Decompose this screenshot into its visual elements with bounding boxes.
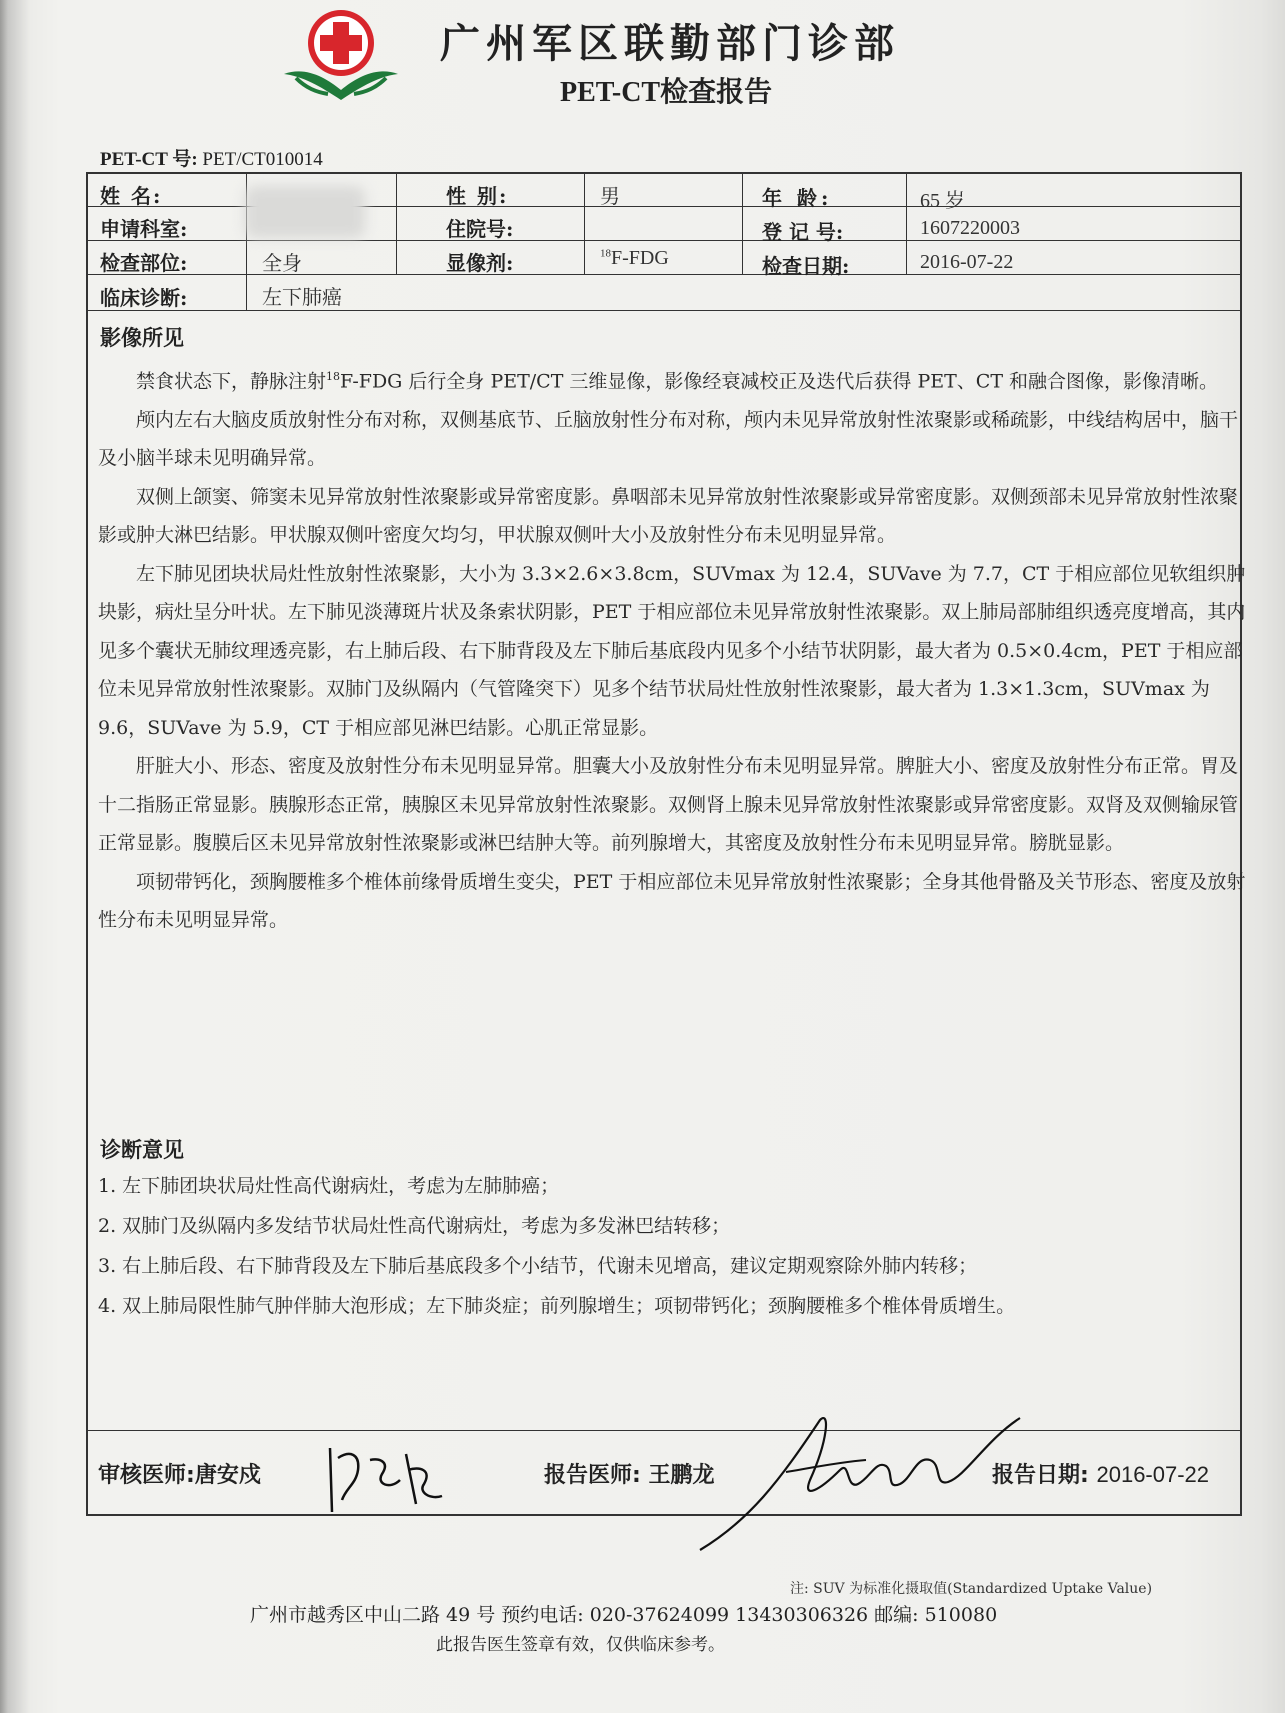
dept-label: 申请科室: <box>100 217 188 241</box>
suv-note: 注: SUV 为标准化摄取值(Standardized Uptake Value) <box>790 1581 1153 1597</box>
report-date-block <box>992 1458 1209 1489</box>
site-value: 全身 <box>262 253 302 275</box>
table-rule <box>584 172 585 274</box>
table-rule <box>396 172 397 274</box>
age-label: 年 龄: <box>762 186 833 210</box>
diagnosis-item: 2. 双肺门及纵隔内多发结节状局灶性高代谢病灶，考虑为多发淋巴结转移； <box>98 1215 731 1237</box>
clinical-label: 临床诊断: <box>100 286 188 310</box>
findings-text: F-FDG 后行全身 PET/CT 三维显像，影像经衰减校正及迭代后获得 PET、CT 和融合图像，影像清晰。 <box>340 370 1219 393</box>
report-date-value: 2016-07-22 <box>1096 1462 1210 1487</box>
report-date-label: 报告日期: <box>992 1463 1089 1488</box>
name-label: 姓 名: <box>100 184 163 208</box>
agent-value <box>600 247 669 270</box>
table-rule <box>86 240 1240 241</box>
diagnosis-list <box>98 1166 1248 1326</box>
sex-label: 性 别: <box>446 184 509 208</box>
reviewer-signature-icon <box>320 1440 450 1520</box>
table-rule <box>86 310 1240 311</box>
findings-paragraph: 双侧上颌窦、筛窦未见异常放射性浓聚影或异常密度影。鼻咽部未见异常放射性浓聚影或异常密度影。双侧颈部未见异常放射性浓聚影或肿大淋巴结影。甲状腺双侧叶密度欠均匀，甲状腺双侧叶大小及放射性分布未见明显异常。 <box>98 485 1239 547</box>
agent-isotope: 18 <box>600 247 611 260</box>
reporter-name: 王鹏龙 <box>648 1463 715 1488</box>
report-title: PET-CT检查报告 <box>560 77 773 108</box>
red-cross-logo-icon <box>276 8 406 108</box>
date-value: 2016-07-22 <box>920 251 1014 273</box>
reg-value: 1607220003 <box>920 217 1020 239</box>
reporter-label: 报告医师: <box>544 1463 641 1488</box>
table-rule <box>742 172 743 274</box>
table-rule <box>906 172 907 274</box>
findings-paragraph: 项韧带钙化，颈胸腰椎多个椎体前缘骨质增生变尖，PET 于相应部位未见异常放射性浓聚影；全身其他骨骼及关节形态、密度及放射性分布未见明显异常。 <box>98 870 1246 932</box>
agent-label: 显像剂: <box>446 251 514 275</box>
reporter-block <box>544 1458 715 1489</box>
findings-paragraph: 左下肺见团块状局灶性放射性浓聚影，大小为 3.3×2.6×3.8cm，SUVmax 为 12.4，SUVave 为 7.7，CT 于相应部位见软组织肿块影，病灶呈分叶状。左下肺见淡薄斑片状及条索状阴影，PET 于相应部位未见异常放射性浓聚影。双上肺局部肺组织透亮度增高，其内见多个囊状无肺纹理透亮影，右上肺后段、右下肺背段及左下肺后基底段内见多个小结节状阴影，最大者为 0.5×0.4cm，PET 于相应部位未见异常放射性浓聚影。双肺门及纵隔内（气管隆突下）见多个结节状局灶性放射性浓聚影，最大者为 1.3×1.3cm，SUVmax 为 9.6，SUVave 为 5.9，CT 于相应部见淋巴结影。心肌正常显影。 <box>98 562 1246 739</box>
redacted-name <box>245 186 365 238</box>
petct-label: PET-CT 号: <box>100 149 198 170</box>
ward-label: 住院号: <box>446 217 514 241</box>
reviewer-label: 审核医师: <box>98 1463 195 1488</box>
footer-validity: 此报告医生签章有效，仅供临床参考。 <box>436 1635 725 1655</box>
findings-heading: 影像所见 <box>100 326 184 350</box>
diagnosis-item: 1. 左下肺团块状局灶性高代谢病灶，考虑为左肺肺癌； <box>98 1175 560 1197</box>
table-rule <box>86 274 1240 275</box>
diagnosis-item: 3. 右上肺后段、右下肺背段及左下肺后基底段多个小结节，代谢未见增高，建议定期观察除外肺内转移； <box>98 1255 978 1277</box>
findings-paragraph: 肝脏大小、形态、密度及放射性分布未见明显异常。胆囊大小及放射性分布未见明显异常。脾脏大小、密度及放射性分布正常。胃及十二指肠正常显影。胰腺形态正常，胰腺区未见异常放射性浓聚影。双侧肾上腺未见异常放射性浓聚影或异常密度影。双肾及双侧输尿管正常显影。腹膜后区未见异常放射性浓聚影或淋巴结肿大等。前列腺增大，其密度及放射性分布未见明显异常。膀胱显影。 <box>98 755 1239 855</box>
hospital-title: 广州军区联勤部门诊部 <box>440 20 900 67</box>
clinical-value: 左下肺癌 <box>262 287 342 309</box>
isotope-superscript: 18 <box>326 370 341 383</box>
age-value: 65 岁 <box>920 190 965 212</box>
reviewer-name: 唐安戍 <box>194 1463 261 1488</box>
agent-name: F-FDG <box>611 247 669 269</box>
diagnosis-item: 4. 双上肺局限性肺气肿伴肺大泡形成；左下肺炎症；前列腺增生；项韧带钙化；颈胸腰椎多个椎体骨质增生。 <box>98 1295 1016 1317</box>
signature-rule <box>86 1430 1240 1431</box>
reviewer-block <box>98 1458 261 1489</box>
sex-value: 男 <box>600 186 620 208</box>
petct-number <box>100 144 323 171</box>
findings-body <box>98 358 1248 940</box>
reg-label: 登 记 号: <box>762 220 844 244</box>
reporter-signature-icon <box>690 1410 1030 1560</box>
diagnosis-heading: 诊断意见 <box>100 1138 184 1162</box>
date-label: 检查日期: <box>762 254 850 278</box>
findings-text: 禁食状态下，静脉注射 <box>136 370 327 393</box>
footer-address: 广州市越秀区中山二路 49 号 预约电话: 020-37624099 13430306326 邮编: 510080 <box>250 1604 998 1626</box>
findings-paragraph: 颅内左右大脑皮质放射性分布对称，双侧基底节、丘脑放射性分布对称，颅内未见异常放射性浓聚影或稀疏影，中线结构居中，脑干及小脑半球未见明确异常。 <box>98 408 1239 470</box>
findings-paragraph <box>98 358 1248 401</box>
petct-value: PET/CT010014 <box>202 149 323 170</box>
site-label: 检查部位: <box>100 251 188 275</box>
